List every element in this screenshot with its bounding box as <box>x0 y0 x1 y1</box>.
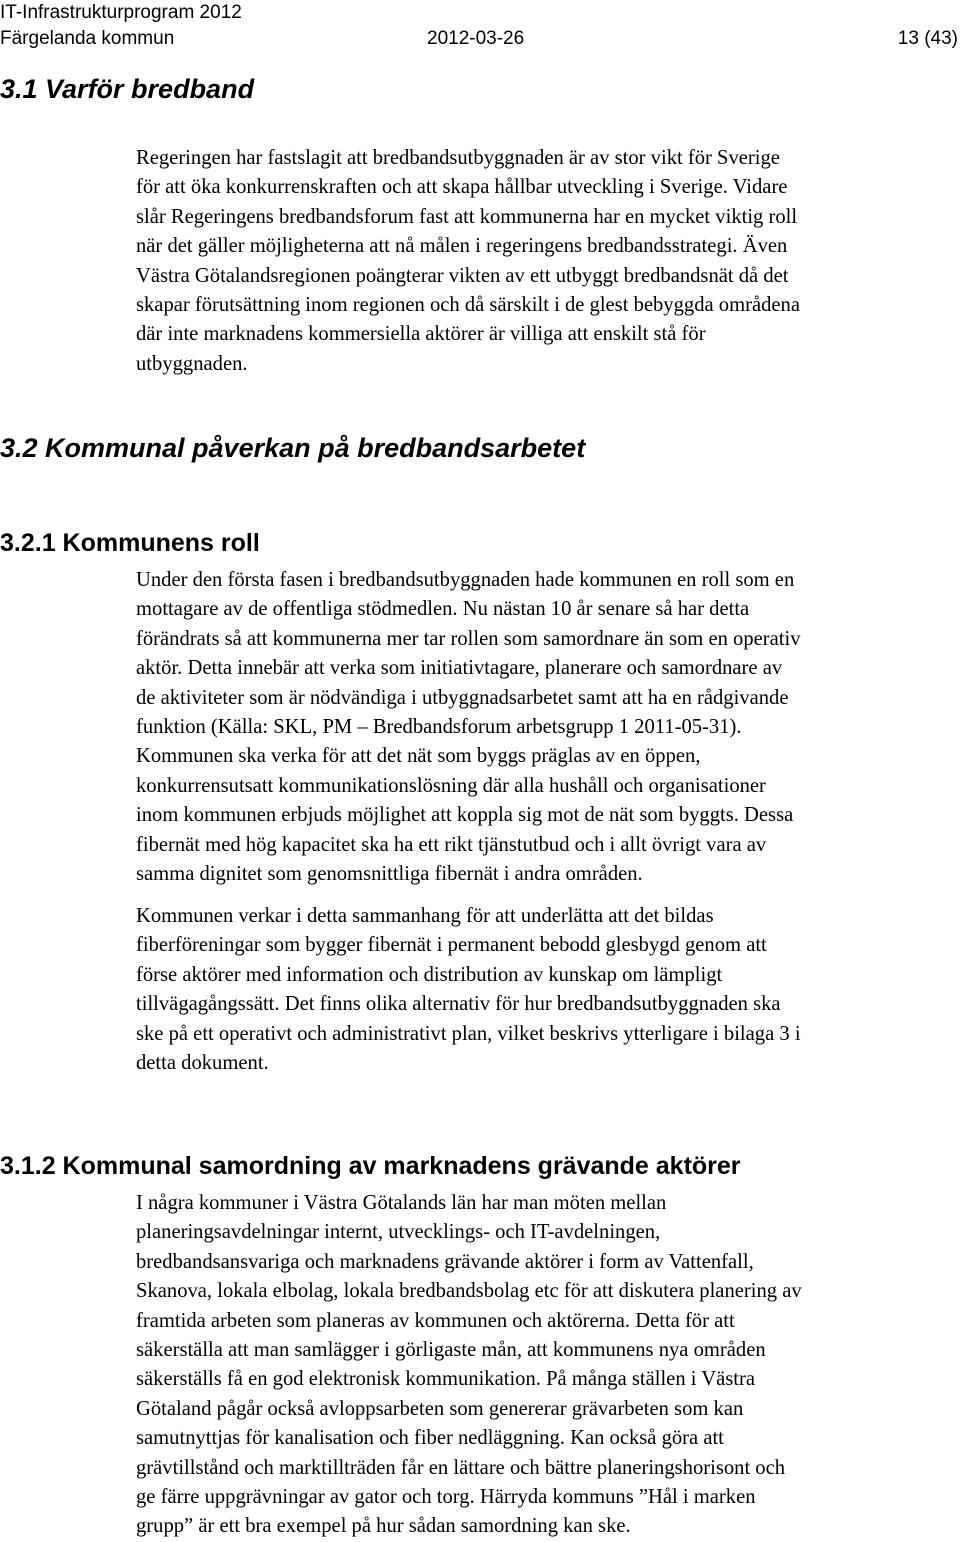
text-line: ske på ett operativt och administrativt plan, vilket beskrivs ytterligare i bilaga 3 i <box>136 1022 801 1045</box>
text-line: Götaland pågår också avloppsarbeten som genererar grävarbeten som kan <box>136 1397 744 1420</box>
text-line: inom kommunen erbjuds möjlighet att koppla sig mot de nät som byggts. Dessa <box>136 804 794 827</box>
text-line: Regeringen har fastslagit att bredbandsutbyggnaden är av stor vikt för Sverige <box>136 147 780 169</box>
text-line: Under den första fasen i bredbandsutbyggnaden hade kommunen en roll som en <box>136 569 795 591</box>
text-line: Kommunen ska verka för att det nät som byggs präglas av en öppen, <box>136 745 701 768</box>
header-page-number: 13 (43) <box>897 28 958 49</box>
text-line: aktör. Detta innebär att verka som initiativtagare, planerare och samordnare av <box>136 657 783 680</box>
header-org: Färgelanda kommun <box>0 28 175 49</box>
text-line: planeringsavdelningar internt, utvecklings- och IT-avdelningen, <box>136 1221 661 1244</box>
text-line: fibernät med hög kapacitet ska ha ett rikt tjänstutbud och i allt övrigt vara av <box>136 833 767 856</box>
text-line: förse aktörer med information och distribution av kunskap om lämpligt <box>136 963 723 986</box>
heading-3-2-1: 3.2.1 Kommunens roll <box>0 529 260 557</box>
heading-3-2: 3.2 Kommunal påverkan på bredbandsarbetet <box>0 433 586 463</box>
text-line: tillvägagångssätt. Det finns olika alternativ för hur bredbandsutbyggnaden ska <box>136 993 781 1016</box>
text-line: samutnyttjas för kanalisation och fiber nedläggning. Kan också göra att <box>136 1427 724 1450</box>
header-program-line <box>0 0 960 26</box>
text-line: Skanova, lokala elbolag, lokala bredbandsbolag etc för att diskutera planering av <box>136 1280 802 1303</box>
text-line: detta dokument. <box>136 1051 269 1074</box>
text-line: samma dignitet som genomsnittliga fibernät i andra områden. <box>136 862 643 885</box>
text-line: säkerställa att man samlägger i görligaste mån, att kommunens nya områden <box>136 1338 766 1361</box>
heading-3-1-2: 3.1.2 Kommunal samordning av marknadens grävande aktörer <box>0 1152 741 1180</box>
heading-3-1: 3.1 Varför bredband <box>0 74 255 104</box>
text-line: framtida arbeten som planeras av kommunen och aktörerna. Detta för att <box>136 1309 735 1332</box>
text-line: för att öka konkurrenskraften och att skapa hållbar utveckling i Sverige. Vidare <box>136 176 788 199</box>
text-line: grupp” är ett bra exempel på hur sådan samordning kan ske. <box>136 1515 631 1538</box>
text-line: Västra Götalandsregionen poängterar vikten av ett utbyggt bredbandsnät då det <box>136 264 789 287</box>
header-program-title: IT-Infrastrukturprogram 2012 <box>0 2 242 23</box>
text-line: grävtillstånd och marktillträden får en lättare och bättre planeringshorisont och <box>136 1456 786 1479</box>
text-line: säkerställs få en god elektronisk kommunikation. På många ställen i Västra <box>136 1368 756 1391</box>
text-line: utbyggnaden. <box>136 352 248 375</box>
text-line: bredbandsansvariga och marknadens grävande aktörer i form av Vattenfall, <box>136 1250 754 1273</box>
page-header <box>0 0 960 52</box>
text-line: fiberföreningar som bygger fibernät i permanent bebodd glesbygd genom att <box>136 934 767 957</box>
paragraph-3-1-2 <box>136 1189 958 1542</box>
text-line: där inte marknadens kommersiella aktörer är villiga att enskilt stå för <box>136 323 706 346</box>
text-line: förändrats så att kommunerna mer tar rollen som samordnare än som en operativ <box>136 627 801 650</box>
text-line: slår Regeringens bredbandsforum fast att kommunerna har en mycket viktig roll <box>136 205 798 228</box>
header-meta-line <box>0 26 960 52</box>
text-line: de aktiviteter som är nödvändiga i utbyggnadsarbetet samt att ha en rådgivande <box>136 686 789 709</box>
text-line: konkurrensutsatt kommunikationslösning där alla hushåll och organisationer <box>136 774 766 797</box>
text-line: I några kommuner i Västra Götalands län har man möten mellan <box>136 1192 667 1214</box>
text-line: skapar förutsättning inom regionen och då särskilt i de glest bebyggda områdena <box>136 293 800 316</box>
text-line: funktion (Källa: SKL, PM – Bredbandsforum arbetsgrupp 1 2011-05-31). <box>136 715 742 738</box>
paragraph-3-2-1-b <box>136 902 958 1078</box>
text-line: Kommunen verkar i detta sammanhang för att underlätta att det bildas <box>136 905 714 927</box>
text-line: när det gäller möjligheterna att nå målen i regeringens bredbandsstrategi. Även <box>136 235 788 258</box>
paragraph-3-1 <box>136 144 958 379</box>
header-date: 2012-03-26 <box>427 28 525 49</box>
text-line: ge färre uppgrävningar av gator och torg. Härryda kommuns ”Hål i marken <box>136 1485 756 1508</box>
text-line: mottagare av de offentliga stödmedlen. Nu nästan 10 år senare så har detta <box>136 598 750 621</box>
paragraph-3-2-1-a <box>136 566 958 889</box>
